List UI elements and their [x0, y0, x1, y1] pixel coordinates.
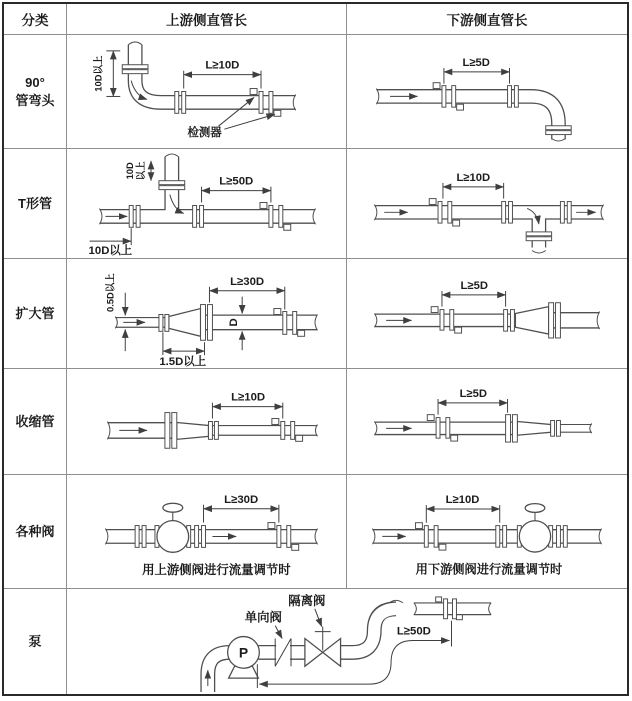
cone-dim-label: 1.5D以上 [159, 356, 207, 368]
dimension-cone [159, 332, 206, 368]
header-upstream: 上游侧直管长 [67, 4, 347, 35]
elbow-downstream-cell [347, 35, 627, 149]
globe-valve-icon [155, 503, 191, 552]
globe-valve-icon [517, 504, 567, 552]
dim-label: L≥30D [224, 493, 259, 506]
pipe-expander-down [372, 303, 601, 338]
dimension-horizontal [212, 392, 282, 419]
tee-upstream-diagram [67, 149, 346, 258]
elbow-downstream-diagram [347, 35, 627, 148]
inlet-dim-label: 10D以上 [88, 245, 133, 258]
tee-upstream-cell [67, 149, 347, 259]
reducer-downstream-diagram [347, 369, 627, 474]
pipe-elbow-down [374, 86, 571, 142]
dim-label: L≥50D [396, 625, 431, 638]
pipe-reducer-down [372, 415, 593, 442]
isolation-valve-callout [288, 593, 326, 627]
pump-diagram [67, 589, 627, 694]
pump-icon [228, 637, 260, 679]
category-elbow-line1: 90° [25, 74, 45, 90]
riser-dim-label-a: 10D [124, 162, 136, 180]
pump-cell [67, 589, 627, 694]
category-reducer: 收缩管 [4, 369, 67, 475]
dimension-horizontal [209, 276, 284, 310]
dimension-horizontal [202, 176, 271, 203]
dimension-riser [124, 161, 151, 181]
dimension-offset [104, 273, 125, 351]
category-pump: 泵 [4, 589, 67, 694]
tee-downstream-diagram [347, 149, 627, 258]
upstream-valve-caption: 用上游侧阀进行流量调节时 [142, 563, 291, 578]
dimension-inlet [89, 228, 133, 257]
expander-upstream-diagram [67, 259, 346, 368]
check-valve-callout [245, 610, 283, 639]
valve-upstream-diagram [67, 475, 346, 588]
dimension-horizontal [184, 60, 261, 89]
dim-label: L≥5D [462, 57, 490, 70]
check-valve-label: 单向阀 [244, 610, 282, 625]
expander-downstream-cell [347, 259, 627, 369]
dimension-riser [92, 51, 120, 97]
dim-label: L≥50D [219, 175, 254, 188]
dimension-diameter [228, 297, 242, 351]
pump-symbol-label: P [238, 644, 249, 661]
reducer-downstream-cell [347, 369, 627, 475]
dimension-horizontal [443, 172, 504, 199]
category-expander: 扩大管 [4, 259, 67, 369]
valve-downstream-cell [347, 475, 627, 589]
isolation-valve-label: 隔离阀 [288, 593, 326, 608]
pipe-tee-down [372, 202, 605, 253]
downstream-valve-caption: 用下游侧阀进行流量调节时 [415, 562, 563, 577]
dim-label: L≥10D [231, 391, 266, 404]
elbow-upstream-cell [67, 35, 347, 149]
valve-upstream-cell [67, 475, 347, 589]
reducer-upstream-diagram [67, 369, 346, 474]
dim-label: L≥5D [459, 388, 488, 401]
dimension-horizontal [442, 280, 506, 307]
category-valve: 各种阀 [4, 475, 67, 589]
elbow-upstream-diagram [67, 35, 346, 148]
pipe-expander-up [113, 305, 319, 341]
riser-dim-label-b: 以上 [135, 161, 147, 181]
reducer-upstream-cell [67, 369, 347, 475]
diameter-label: D [228, 318, 241, 327]
dimension-horizontal [426, 494, 499, 523]
dimension-horizontal [444, 57, 510, 84]
gate-valve-icon [305, 627, 341, 667]
dim-label: L≥30D [230, 275, 265, 288]
dimension-horizontal [204, 494, 279, 523]
header-category: 分类 [4, 4, 67, 35]
category-elbow-line2: 管弯头 [15, 92, 55, 108]
valve-downstream-diagram [347, 475, 627, 588]
riser-dim-label: 10D以上 [92, 55, 104, 92]
detector-label: 检测器 [187, 127, 222, 140]
expander-downstream-diagram [347, 259, 627, 368]
tee-downstream-cell [347, 149, 627, 259]
header-downstream: 下游侧直管长 [347, 4, 627, 35]
pipe-valve-down [370, 526, 603, 548]
offset-dim-label: 0.5D以上 [104, 273, 116, 313]
piping-table [2, 2, 629, 696]
category-elbow [4, 35, 67, 149]
dim-label: L≥5D [460, 280, 488, 293]
dim-label: L≥10D [445, 494, 480, 507]
dim-label: L≥10D [456, 171, 491, 184]
category-tee: T形管 [4, 149, 67, 259]
dimension-horizontal [438, 388, 508, 415]
expander-upstream-cell [67, 259, 347, 369]
check-valve-icon [275, 639, 291, 667]
dim-label: L≥10D [205, 59, 240, 72]
